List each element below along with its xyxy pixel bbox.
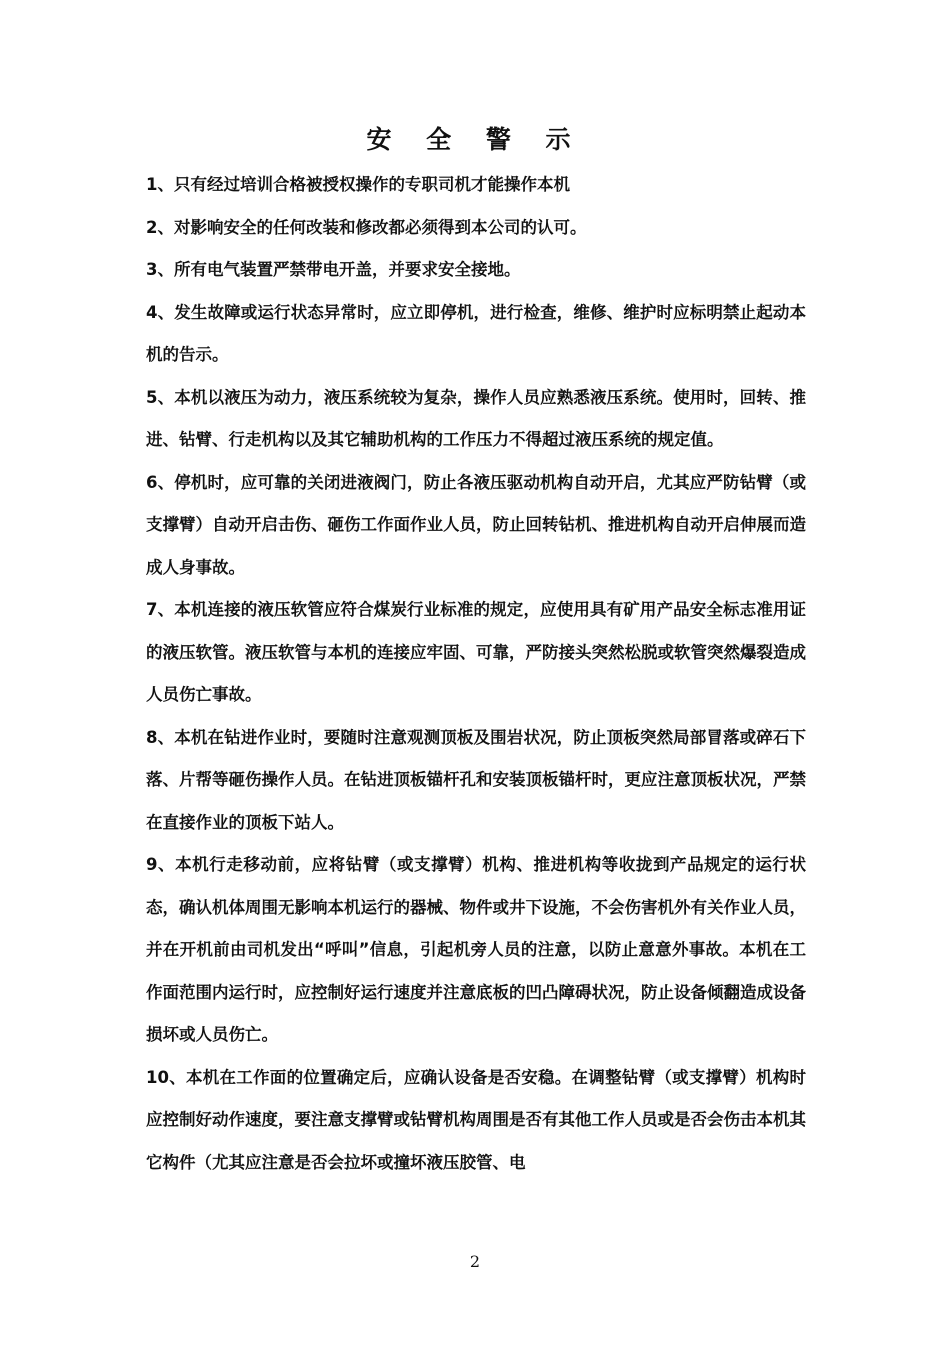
- warning-item-9: 9、本机行走移动前，应将钻臂（或支撑臂）机构、推进机构等收拢到产品规定的运行状态，确认机体周围无影响本机运行的器械、物件或井下设施，不会伤害机外有关作业人员，并在开机前由司机发出“呼叫”信息，引起机旁人员的注意，以防止意意外事故。本机在工作面范围内运行时，应控制好运行速度并注意底板的凹凸障碍状况，防止设备倾翻造成设备损坏或人员伤亡。: [146, 855, 806, 1044]
- warning-item-7: 7、本机连接的液压软管应符合煤炭行业标准的规定，应使用具有矿用产品安全标志准用证的液压软管。液压软管与本机的连接应牢固、可靠，严防接头突然松脱或软管突然爆裂造成人员伤亡事故。: [146, 600, 806, 704]
- page-number: 2: [469, 1252, 481, 1271]
- document-title: 安 全 警 示: [366, 125, 584, 154]
- warning-item-8: 8、本机在钻进作业时，要随时注意观测顶板及围岩状况，防止顶板突然局部冒落或碎石下落、片帮等砸伤操作人员。在钻进顶板锚杆孔和安装顶板锚杆时，更应注意顶板状况，严禁在直接作业的顶板下站人。: [146, 727, 806, 832]
- warning-item-4: 4、发生故障或运行状态异常时，应立即停机，进行检查，维修、维护时应标明禁止起动本机的告示。: [146, 302, 806, 364]
- warning-item-5: 5、本机以液压为动力，液压系统较为复杂，操作人员应熟悉液压系统。使用时，回转、推进、钻臂、行走机构以及其它辅助机构的工作压力不得超过液压系统的规定值。: [146, 387, 806, 449]
- safety-warning-list: [146, 164, 806, 1184]
- warning-item-10: 10、本机在工作面的位置确定后，应确认设备是否安稳。在调整钻臂（或支撑臂）机构时应控制好动作速度，要注意支撑臂或钻臂机构周围是否有其他工作人员或是否会伤击本机其它构件（尤其应注意是否会拉坏或撞坏液压胶管、电: [146, 1067, 806, 1172]
- warning-item-2: 2、对影响安全的任何改装和修改都必须得到本公司的认可。: [146, 217, 587, 237]
- warning-item-1: 1、只有经过培训合格被授权操作的专职司机才能操作本机: [146, 175, 570, 194]
- warning-item-6: 6、停机时，应可靠的关闭进液阀门，防止各液压驱动机构自动开启，尤其应严防钻臂（或支撑臂）自动开启击伤、砸伤工作面作业人员，防止回转钻机、推进机构自动开启伸展而造成人身事故。: [146, 472, 806, 577]
- warning-item-3: 3、所有电气装置严禁带电开盖，并要求安全接地。: [146, 260, 521, 279]
